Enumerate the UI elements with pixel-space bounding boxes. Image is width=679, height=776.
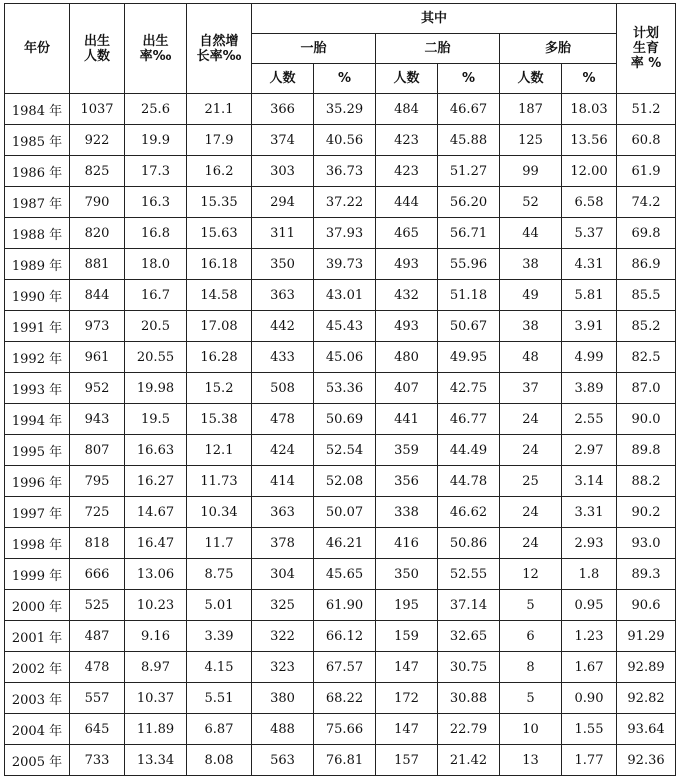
planned-rate-cell: 88.2 <box>617 466 676 497</box>
second-people-cell: 356 <box>376 466 438 497</box>
first-percent-cell: 66.12 <box>314 621 376 652</box>
first-people-cell: 508 <box>252 373 314 404</box>
planned-rate-cell: 69.8 <box>617 218 676 249</box>
multi-percent-cell: 1.8 <box>562 559 617 590</box>
planned-rate-cell: 82.5 <box>617 342 676 373</box>
births-cell: 557 <box>70 683 125 714</box>
birth-rate-cell: 20.55 <box>125 342 187 373</box>
year-cell: 1988 年 <box>5 218 70 249</box>
first-people-cell: 350 <box>252 249 314 280</box>
growth-rate-cell: 17.9 <box>187 125 252 156</box>
births-cell: 478 <box>70 652 125 683</box>
table-row <box>5 590 676 621</box>
planned-rate-cell: 61.9 <box>617 156 676 187</box>
growth-rate-cell: 5.01 <box>187 590 252 621</box>
header-planned-rate <box>617 4 676 94</box>
table-row <box>5 621 676 652</box>
birth-rate-cell: 25.6 <box>125 94 187 125</box>
second-people-cell: 195 <box>376 590 438 621</box>
header-first-percent: % <box>314 64 376 94</box>
year-cell: 2004 年 <box>5 714 70 745</box>
first-people-cell: 424 <box>252 435 314 466</box>
first-percent-cell: 39.73 <box>314 249 376 280</box>
first-percent-cell: 40.56 <box>314 125 376 156</box>
table-row <box>5 342 676 373</box>
table-row <box>5 187 676 218</box>
table-row <box>5 404 676 435</box>
growth-rate-cell: 12.1 <box>187 435 252 466</box>
multi-percent-cell: 3.14 <box>562 466 617 497</box>
multi-people-cell: 99 <box>500 156 562 187</box>
multi-people-cell: 38 <box>500 311 562 342</box>
first-people-cell: 366 <box>252 94 314 125</box>
births-cell: 820 <box>70 218 125 249</box>
planned-rate-cell: 92.89 <box>617 652 676 683</box>
table-row <box>5 125 676 156</box>
second-percent-cell: 50.67 <box>438 311 500 342</box>
planned-rate-cell: 85.2 <box>617 311 676 342</box>
multi-percent-cell: 18.03 <box>562 94 617 125</box>
multi-percent-cell: 6.58 <box>562 187 617 218</box>
multi-people-cell: 125 <box>500 125 562 156</box>
first-people-cell: 294 <box>252 187 314 218</box>
header-birth-rate-text: 出生率‰ <box>139 33 172 64</box>
planned-rate-cell: 93.64 <box>617 714 676 745</box>
multi-percent-cell: 1.23 <box>562 621 617 652</box>
growth-rate-cell: 4.15 <box>187 652 252 683</box>
first-percent-cell: 75.66 <box>314 714 376 745</box>
first-percent-cell: 35.29 <box>314 94 376 125</box>
second-people-cell: 416 <box>376 528 438 559</box>
second-people-cell: 172 <box>376 683 438 714</box>
table-row <box>5 311 676 342</box>
first-people-cell: 304 <box>252 559 314 590</box>
planned-rate-cell: 51.2 <box>617 94 676 125</box>
first-percent-cell: 45.65 <box>314 559 376 590</box>
first-percent-cell: 50.07 <box>314 497 376 528</box>
first-percent-cell: 46.21 <box>314 528 376 559</box>
first-people-cell: 378 <box>252 528 314 559</box>
first-people-cell: 442 <box>252 311 314 342</box>
year-cell: 1985 年 <box>5 125 70 156</box>
growth-rate-cell: 11.7 <box>187 528 252 559</box>
growth-rate-cell: 15.35 <box>187 187 252 218</box>
year-cell: 1992 年 <box>5 342 70 373</box>
multi-percent-cell: 3.31 <box>562 497 617 528</box>
first-percent-cell: 67.57 <box>314 652 376 683</box>
second-percent-cell: 37.14 <box>438 590 500 621</box>
births-cell: 487 <box>70 621 125 652</box>
table-body <box>5 94 676 776</box>
table-row <box>5 373 676 404</box>
second-people-cell: 432 <box>376 280 438 311</box>
births-cell: 666 <box>70 559 125 590</box>
year-cell: 2002 年 <box>5 652 70 683</box>
multi-people-cell: 6 <box>500 621 562 652</box>
birth-rate-cell: 16.63 <box>125 435 187 466</box>
birth-rate-cell: 10.37 <box>125 683 187 714</box>
births-cell: 807 <box>70 435 125 466</box>
planned-rate-cell: 93.0 <box>617 528 676 559</box>
multi-people-cell: 48 <box>500 342 562 373</box>
table-row <box>5 156 676 187</box>
second-percent-cell: 55.96 <box>438 249 500 280</box>
second-percent-cell: 42.75 <box>438 373 500 404</box>
second-percent-cell: 49.95 <box>438 342 500 373</box>
planned-rate-cell: 89.8 <box>617 435 676 466</box>
growth-rate-cell: 15.63 <box>187 218 252 249</box>
first-people-cell: 478 <box>252 404 314 435</box>
first-percent-cell: 36.73 <box>314 156 376 187</box>
table-row <box>5 466 676 497</box>
first-people-cell: 488 <box>252 714 314 745</box>
second-percent-cell: 46.67 <box>438 94 500 125</box>
second-percent-cell: 30.88 <box>438 683 500 714</box>
multi-percent-cell: 1.67 <box>562 652 617 683</box>
first-percent-cell: 37.93 <box>314 218 376 249</box>
table-row <box>5 497 676 528</box>
planned-rate-cell: 85.5 <box>617 280 676 311</box>
planned-rate-cell: 91.29 <box>617 621 676 652</box>
first-people-cell: 563 <box>252 745 314 776</box>
year-cell: 1984 年 <box>5 94 70 125</box>
birth-rate-cell: 9.16 <box>125 621 187 652</box>
header-first-child: 一胎 <box>252 34 376 64</box>
first-percent-cell: 61.90 <box>314 590 376 621</box>
growth-rate-cell: 16.18 <box>187 249 252 280</box>
growth-rate-cell: 17.08 <box>187 311 252 342</box>
multi-people-cell: 24 <box>500 435 562 466</box>
births-cell: 952 <box>70 373 125 404</box>
header-second-child: 二胎 <box>376 34 500 64</box>
table-row <box>5 683 676 714</box>
first-people-cell: 322 <box>252 621 314 652</box>
birth-rate-cell: 16.27 <box>125 466 187 497</box>
table-row <box>5 435 676 466</box>
first-percent-cell: 53.36 <box>314 373 376 404</box>
growth-rate-cell: 5.51 <box>187 683 252 714</box>
table-row <box>5 249 676 280</box>
growth-rate-cell: 10.34 <box>187 497 252 528</box>
header-year: 年份 <box>5 4 70 94</box>
births-cell: 943 <box>70 404 125 435</box>
birth-rate-cell: 19.98 <box>125 373 187 404</box>
year-cell: 1987 年 <box>5 187 70 218</box>
birth-rate-cell: 13.06 <box>125 559 187 590</box>
multi-people-cell: 5 <box>500 590 562 621</box>
first-people-cell: 374 <box>252 125 314 156</box>
birth-rate-cell: 13.34 <box>125 745 187 776</box>
second-people-cell: 423 <box>376 125 438 156</box>
year-cell: 2005 年 <box>5 745 70 776</box>
births-cell: 790 <box>70 187 125 218</box>
multi-percent-cell: 1.77 <box>562 745 617 776</box>
header-natural-growth <box>187 4 252 94</box>
second-people-cell: 359 <box>376 435 438 466</box>
header-multi-people: 人数 <box>500 64 562 94</box>
year-cell: 1990 年 <box>5 280 70 311</box>
year-cell: 1999 年 <box>5 559 70 590</box>
second-people-cell: 338 <box>376 497 438 528</box>
first-people-cell: 433 <box>252 342 314 373</box>
planned-rate-cell: 90.6 <box>617 590 676 621</box>
birth-rate-cell: 16.8 <box>125 218 187 249</box>
births-cell: 1037 <box>70 94 125 125</box>
second-percent-cell: 21.42 <box>438 745 500 776</box>
second-people-cell: 493 <box>376 311 438 342</box>
first-people-cell: 380 <box>252 683 314 714</box>
multi-percent-cell: 2.55 <box>562 404 617 435</box>
multi-people-cell: 12 <box>500 559 562 590</box>
birth-statistics-table <box>4 3 676 776</box>
growth-rate-cell: 16.28 <box>187 342 252 373</box>
table-header <box>5 4 676 94</box>
growth-rate-cell: 21.1 <box>187 94 252 125</box>
header-planned-rate-text: 计划生育率 % <box>630 26 662 71</box>
header-second-percent: % <box>438 64 500 94</box>
year-cell: 1996 年 <box>5 466 70 497</box>
second-people-cell: 350 <box>376 559 438 590</box>
birth-rate-cell: 16.47 <box>125 528 187 559</box>
first-percent-cell: 37.22 <box>314 187 376 218</box>
birth-rate-cell: 19.9 <box>125 125 187 156</box>
year-cell: 1995 年 <box>5 435 70 466</box>
multi-percent-cell: 0.90 <box>562 683 617 714</box>
growth-rate-cell: 8.08 <box>187 745 252 776</box>
planned-rate-cell: 90.0 <box>617 404 676 435</box>
birth-rate-cell: 11.89 <box>125 714 187 745</box>
table-row <box>5 714 676 745</box>
multi-people-cell: 24 <box>500 497 562 528</box>
table-row <box>5 559 676 590</box>
first-percent-cell: 43.01 <box>314 280 376 311</box>
second-people-cell: 465 <box>376 218 438 249</box>
header-natural-growth-text: 自然增长率‰ <box>196 33 242 64</box>
births-cell: 922 <box>70 125 125 156</box>
growth-rate-cell: 11.73 <box>187 466 252 497</box>
table-row <box>5 280 676 311</box>
second-people-cell: 407 <box>376 373 438 404</box>
second-people-cell: 493 <box>376 249 438 280</box>
multi-people-cell: 187 <box>500 94 562 125</box>
table-row <box>5 528 676 559</box>
second-percent-cell: 52.55 <box>438 559 500 590</box>
header-birth-rate <box>125 4 187 94</box>
second-people-cell: 159 <box>376 621 438 652</box>
second-percent-cell: 32.65 <box>438 621 500 652</box>
second-percent-cell: 44.49 <box>438 435 500 466</box>
birth-rate-cell: 16.7 <box>125 280 187 311</box>
multi-people-cell: 13 <box>500 745 562 776</box>
multi-people-cell: 52 <box>500 187 562 218</box>
second-people-cell: 484 <box>376 94 438 125</box>
header-multiple-children: 多胎 <box>500 34 617 64</box>
multi-people-cell: 37 <box>500 373 562 404</box>
birth-rate-cell: 17.3 <box>125 156 187 187</box>
year-cell: 2003 年 <box>5 683 70 714</box>
births-cell: 525 <box>70 590 125 621</box>
header-births-text: 出生人数 <box>83 33 110 64</box>
second-percent-cell: 51.18 <box>438 280 500 311</box>
planned-rate-cell: 87.0 <box>617 373 676 404</box>
year-cell: 1993 年 <box>5 373 70 404</box>
year-cell: 1989 年 <box>5 249 70 280</box>
multi-percent-cell: 12.00 <box>562 156 617 187</box>
first-percent-cell: 76.81 <box>314 745 376 776</box>
first-people-cell: 303 <box>252 156 314 187</box>
planned-rate-cell: 89.3 <box>617 559 676 590</box>
multi-people-cell: 5 <box>500 683 562 714</box>
growth-rate-cell: 14.58 <box>187 280 252 311</box>
birth-rate-cell: 19.5 <box>125 404 187 435</box>
multi-people-cell: 38 <box>500 249 562 280</box>
birth-rate-cell: 16.3 <box>125 187 187 218</box>
second-percent-cell: 30.75 <box>438 652 500 683</box>
second-people-cell: 157 <box>376 745 438 776</box>
table-row <box>5 745 676 776</box>
birth-rate-cell: 20.5 <box>125 311 187 342</box>
multi-percent-cell: 13.56 <box>562 125 617 156</box>
multi-percent-cell: 4.99 <box>562 342 617 373</box>
multi-people-cell: 25 <box>500 466 562 497</box>
multi-percent-cell: 2.93 <box>562 528 617 559</box>
multi-percent-cell: 0.95 <box>562 590 617 621</box>
growth-rate-cell: 16.2 <box>187 156 252 187</box>
birth-rate-cell: 14.67 <box>125 497 187 528</box>
first-percent-cell: 52.08 <box>314 466 376 497</box>
second-percent-cell: 45.88 <box>438 125 500 156</box>
growth-rate-cell: 15.2 <box>187 373 252 404</box>
second-percent-cell: 44.78 <box>438 466 500 497</box>
second-people-cell: 480 <box>376 342 438 373</box>
multi-percent-cell: 2.97 <box>562 435 617 466</box>
second-percent-cell: 56.71 <box>438 218 500 249</box>
multi-percent-cell: 1.55 <box>562 714 617 745</box>
births-cell: 825 <box>70 156 125 187</box>
header-multi-percent: % <box>562 64 617 94</box>
year-cell: 1997 年 <box>5 497 70 528</box>
births-cell: 881 <box>70 249 125 280</box>
first-percent-cell: 45.06 <box>314 342 376 373</box>
second-percent-cell: 56.20 <box>438 187 500 218</box>
second-people-cell: 147 <box>376 714 438 745</box>
planned-rate-cell: 74.2 <box>617 187 676 218</box>
growth-rate-cell: 8.75 <box>187 559 252 590</box>
births-cell: 733 <box>70 745 125 776</box>
first-percent-cell: 50.69 <box>314 404 376 435</box>
multi-people-cell: 44 <box>500 218 562 249</box>
births-cell: 645 <box>70 714 125 745</box>
multi-people-cell: 8 <box>500 652 562 683</box>
planned-rate-cell: 92.82 <box>617 683 676 714</box>
first-people-cell: 325 <box>252 590 314 621</box>
multi-percent-cell: 5.37 <box>562 218 617 249</box>
births-cell: 725 <box>70 497 125 528</box>
table-row <box>5 94 676 125</box>
second-percent-cell: 46.62 <box>438 497 500 528</box>
second-people-cell: 147 <box>376 652 438 683</box>
header-first-people: 人数 <box>252 64 314 94</box>
first-people-cell: 323 <box>252 652 314 683</box>
table-row <box>5 652 676 683</box>
multi-people-cell: 24 <box>500 528 562 559</box>
year-cell: 1998 年 <box>5 528 70 559</box>
births-cell: 844 <box>70 280 125 311</box>
growth-rate-cell: 6.87 <box>187 714 252 745</box>
planned-rate-cell: 60.8 <box>617 125 676 156</box>
second-people-cell: 423 <box>376 156 438 187</box>
multi-people-cell: 24 <box>500 404 562 435</box>
births-cell: 818 <box>70 528 125 559</box>
year-cell: 1991 年 <box>5 311 70 342</box>
first-people-cell: 414 <box>252 466 314 497</box>
second-percent-cell: 46.77 <box>438 404 500 435</box>
growth-rate-cell: 3.39 <box>187 621 252 652</box>
header-second-people: 人数 <box>376 64 438 94</box>
first-percent-cell: 68.22 <box>314 683 376 714</box>
second-people-cell: 444 <box>376 187 438 218</box>
multi-people-cell: 10 <box>500 714 562 745</box>
first-people-cell: 363 <box>252 497 314 528</box>
first-people-cell: 363 <box>252 280 314 311</box>
births-cell: 973 <box>70 311 125 342</box>
multi-people-cell: 49 <box>500 280 562 311</box>
births-cell: 795 <box>70 466 125 497</box>
first-percent-cell: 45.43 <box>314 311 376 342</box>
second-percent-cell: 51.27 <box>438 156 500 187</box>
births-cell: 961 <box>70 342 125 373</box>
planned-rate-cell: 92.36 <box>617 745 676 776</box>
multi-percent-cell: 5.81 <box>562 280 617 311</box>
year-cell: 2001 年 <box>5 621 70 652</box>
birth-rate-cell: 10.23 <box>125 590 187 621</box>
second-people-cell: 441 <box>376 404 438 435</box>
planned-rate-cell: 86.9 <box>617 249 676 280</box>
year-cell: 2000 年 <box>5 590 70 621</box>
birth-rate-cell: 18.0 <box>125 249 187 280</box>
header-births <box>70 4 125 94</box>
second-percent-cell: 22.79 <box>438 714 500 745</box>
second-percent-cell: 50.86 <box>438 528 500 559</box>
first-people-cell: 311 <box>252 218 314 249</box>
header-among: 其中 <box>252 4 617 34</box>
planned-rate-cell: 90.2 <box>617 497 676 528</box>
year-cell: 1986 年 <box>5 156 70 187</box>
table-row <box>5 218 676 249</box>
first-percent-cell: 52.54 <box>314 435 376 466</box>
year-cell: 1994 年 <box>5 404 70 435</box>
growth-rate-cell: 15.38 <box>187 404 252 435</box>
birth-rate-cell: 8.97 <box>125 652 187 683</box>
multi-percent-cell: 4.31 <box>562 249 617 280</box>
multi-percent-cell: 3.89 <box>562 373 617 404</box>
multi-percent-cell: 3.91 <box>562 311 617 342</box>
